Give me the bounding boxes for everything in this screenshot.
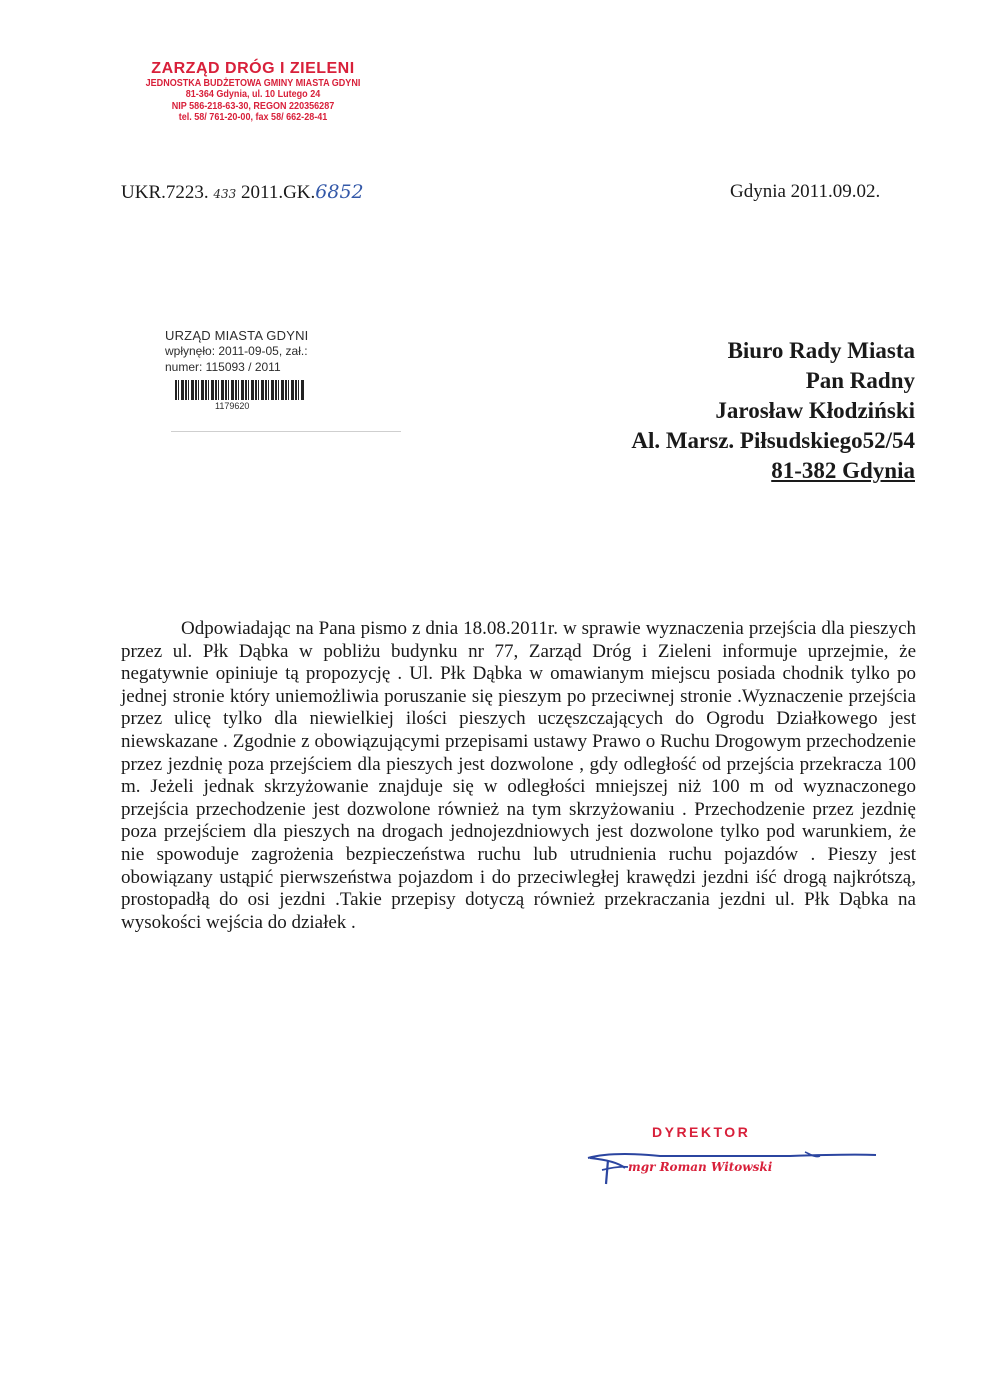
reference-number — [121, 181, 364, 204]
signature-name: mgr Roman Witowski — [628, 1160, 773, 1174]
organization-header-stamp — [128, 60, 378, 124]
organization-address: 81-364 Gdynia, ul. 10 Lutego 24 — [185, 88, 321, 101]
reference-middle: 2011.GK. — [241, 182, 316, 203]
addressee-block — [631, 336, 915, 486]
reference-handwritten-suffix: 6852 — [315, 181, 364, 203]
organization-tax-ids: NIP 586-218-63-30, REGON 220356287 — [171, 99, 335, 112]
incoming-registry-stamp — [165, 328, 405, 432]
incoming-received: wpłynęło: 2011-09-05, zał.: — [165, 344, 308, 358]
barcode-number: 1179620 — [215, 401, 250, 411]
addressee-name: Jarosław Kłodziński — [715, 398, 915, 423]
signature-block — [580, 1146, 880, 1196]
letter-body: Odpowiadając na Pana pismo z dnia 18.08.2011r. w sprawie wyznaczenia przejścia dla pieszych przez ul. Płk Dąbka w pobliżu budynku nr 77, Zarząd Dróg i Zieleni informuje uprzejmie, że negatywnie opiniuje tą propozycję . Ul. Płk Dąbka w omawianym miejscu posiada chodnik tylko po jednej stronie który uniemożliwia poruszanie się pieszym po przeciwnej stronie .Wyznaczenie przejścia przez ulicę tylko dla niewielkiej ilości pieszych uczęszczających do Ogrodu Działkowego jest niewskazane . Zgodnie z obowiązującymi przepisami ustawy Prawo o Ruchu Drogowym przechodzenie przez jezdnię poza przejściem dla pieszych jest dozwolone , gdy odległość od przejścia przekracza 100 m. Jeżeli jednak skrzyżowanie znajduje się w odległości mniejszej niż 100 m od wyznaczonego przejścia przechodzenie jest dozwolone również na tym skrzyżowaniu . Przechodzenie przez jezdnię poza przejściem dla pieszych na drogach jednojezdniowych jest dozwolone tylko pod warunkiem, że nie spowoduje zagrożenia bezpieczeństwa ruchu lub utrudnienia ruchu pojazdów . Pieszy jest obowiązany ustąpić pierwszeństwa pojazdom i do przeciwległej krawędzi jezdni iść drogą najkrótszą, prostopadłą do osi jezdni .Takie przepisy dotyczą również przekraczania jezdni ul. Płk Dąbka na wysokości wejścia do działek . — [121, 618, 916, 933]
addressee-title: Pan Radny — [805, 368, 915, 393]
signature-title: DYREKTOR — [652, 1124, 751, 1140]
barcode — [175, 380, 305, 400]
sticker-edge — [171, 431, 401, 432]
incoming-office: URZĄD MIASTA GDYNI — [165, 328, 309, 343]
reference-prefix: UKR.7223. — [121, 182, 209, 203]
reference-handwritten-number: 433 — [213, 187, 237, 201]
addressee-street: Al. Marsz. Piłsudskiego52/54 — [631, 428, 915, 453]
incoming-number: numer: 115093 / 2011 — [165, 360, 281, 374]
organization-phone-fax: tel. 58/ 761-20-00, fax 58/ 662-28-41 — [178, 111, 328, 124]
letter-date: Gdynia 2011.09.02. — [730, 181, 881, 202]
addressee-city: 81-382 Gdynia — [771, 458, 915, 483]
organization-name: ZARZĄD DRÓG I ZIELENI — [151, 60, 355, 77]
organization-type: JEDNOSTKA BUDŻETOWA GMINY MIASTA GDYNI — [145, 76, 361, 89]
addressee-office: Biuro Rady Miasta — [727, 338, 915, 363]
